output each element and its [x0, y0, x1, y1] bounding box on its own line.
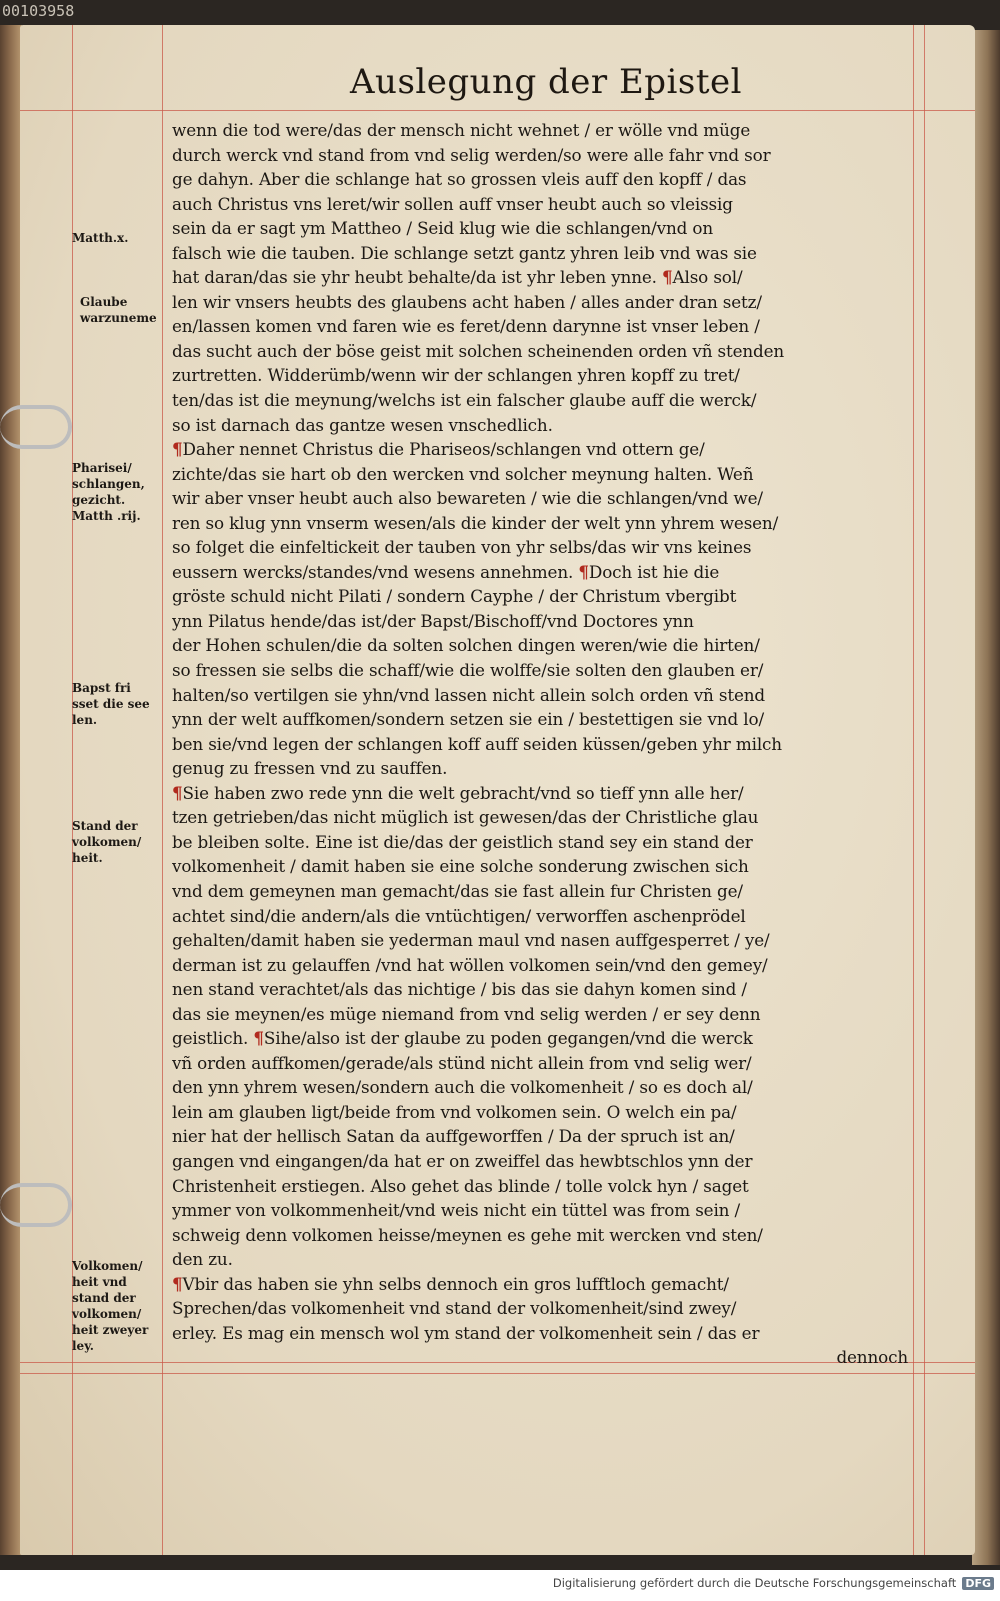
- text-line: halten/so vertilgen sie yhn/vnd lassen nicht allein solch orden vñ stend: [172, 684, 765, 705]
- text-line: Christenheit erstiegen. Also gehet das blinde / tolle volck hyn / saget: [172, 1175, 749, 1196]
- text-line: ynn Pilatus hende/das ist/der Bapst/Bischoff/vnd Doctores ynn: [172, 610, 694, 631]
- text-line: nen stand verachtet/als das nichtige / bis das sie dahyn komen sind /: [172, 979, 747, 1000]
- gloss-line: ley.: [72, 1339, 94, 1353]
- text-line: ben sie/vnd legen der schlangen koff auff seiden küssen/geben yhr milch: [172, 733, 782, 754]
- text-line: wir aber vnser heubt auch also bewareten / wie die schlangen/vnd we/: [172, 488, 763, 509]
- text-line: durch werck vnd stand from vnd selig werden/so were alle fahr vnd sor: [172, 144, 771, 165]
- text-line: genug zu fressen vnd zu sauffen.: [172, 758, 448, 779]
- gloss-line: warzuneme: [80, 311, 157, 325]
- text-line: gangen vnd eingangen/da hat er on zweiffel das hewbtschlos ynn der: [172, 1150, 753, 1171]
- gloss-line: gezicht.: [72, 493, 126, 507]
- gloss-line: Matth .rij.: [72, 509, 141, 523]
- text-line: nier hat der hellisch Satan da auffgeworffen / Da der spruch ist an/: [172, 1126, 735, 1147]
- text-line: eussern wercks/standes/vnd wesens annehmen. ¶Doch ist hie die: [172, 561, 720, 582]
- binder-ring-upper: [0, 405, 72, 449]
- outer-rule-right: [924, 25, 925, 1555]
- text-line: ¶Vbir das haben sie yhn selbs dennoch ein gros lufftloch gemacht/: [172, 1273, 729, 1294]
- gloss-line: Bapst fri: [72, 681, 131, 695]
- digitization-credit: [334, 1576, 994, 1590]
- text-line: derman ist zu gelauffen /vnd hat wöllen volkomen sein/vnd den gemey/: [172, 954, 768, 975]
- gloss-line: volkomen/: [72, 835, 142, 849]
- text-line: falsch wie die tauben. Die schlange setzt gantz yhren leib vnd was sie: [172, 242, 757, 263]
- text-line: zurtretten. Widderümb/wenn wir der schlangen yhren kopff zu tret/: [172, 365, 740, 386]
- text-line: vñ orden auffkomen/gerade/als stünd nicht allein from vnd selig wer/: [172, 1052, 752, 1073]
- text-line: den ynn yhrem wesen/sondern auch die volkomenheit / so es doch al/: [172, 1077, 753, 1098]
- text-line: so fressen sie selbs die schaff/wie die wolffe/sie solten den glauben er/: [172, 660, 764, 681]
- text-line: en/lassen komen vnd faren wie es feret/denn darynne ist vnser leben /: [172, 316, 760, 337]
- text-line: tzen getrieben/das nicht müglich ist gewesen/das der Christliche glau: [172, 807, 759, 828]
- page-title: Auslegung der Epistel: [350, 62, 743, 102]
- text-line: ge dahyn. Aber die schlange hat so grossen vleis auff den kopff / das: [172, 169, 747, 190]
- gloss-line: Pharisei/: [72, 461, 132, 475]
- text-line: achtet sind/die andern/als die vntüchtigen/ verworffen aschenprödel: [172, 905, 746, 926]
- gloss-line: Volkomen/: [72, 1259, 143, 1273]
- gloss-line: volkomen/: [72, 1307, 142, 1321]
- text-line: dennoch: [836, 1347, 908, 1368]
- paragraph-mark: ¶: [172, 1273, 183, 1294]
- text-line: lein am glauben ligt/beide from vnd volkomen sein. O welch ein pa/: [172, 1101, 737, 1122]
- text-line: zichte/das sie hart ob den wercken vnd solcher meynung halten. Weñ: [172, 463, 754, 484]
- text-line: be bleiben solte. Eine ist die/das der geistlich stand sey ein stand der: [172, 831, 753, 852]
- gloss-line: schlangen,: [72, 477, 145, 491]
- text-line: das sucht auch der böse geist mit solchen scheinenden orden vñ stenden: [172, 340, 785, 361]
- margin-gloss-stand: [72, 818, 168, 866]
- text-line: ynn der welt auffkomen/sondern setzen sie ein / bestettigen sie vnd lo/: [172, 709, 764, 730]
- text-line: gehalten/damit haben sie yederman maul vnd nasen auffgesperret / ye/: [172, 930, 770, 951]
- credit-text: Digitalisierung gefördert durch die Deutsche Forschungsgemeinschaft: [552, 1576, 957, 1590]
- text-line: hat daran/das sie yhr heubt behalte/da ist yhr leben ynne. ¶Also sol/: [172, 267, 743, 288]
- text-line: ren so klug ynn vnserm wesen/als die kinder der welt ynn yhrem wesen/: [172, 512, 779, 533]
- paragraph-mark: ¶: [253, 1028, 264, 1049]
- paragraph-mark: ¶: [172, 782, 183, 803]
- text-line: auch Christus vns leret/wir sollen auff vnser heubt auch so vleissig: [172, 193, 733, 214]
- text-line: erley. Es mag ein mensch wol ym stand der volkomenheit sein / das er: [172, 1322, 760, 1343]
- book-spine-edge: [0, 25, 22, 1555]
- dfg-logo: DFG: [962, 1577, 994, 1590]
- footer-rule-lower: [20, 1373, 975, 1374]
- gloss-line: heit zweyer: [72, 1323, 149, 1337]
- gloss-line: Stand der: [72, 819, 138, 833]
- gloss-line: sset die see: [72, 697, 150, 711]
- gloss-line: heit.: [72, 851, 103, 865]
- paragraph-mark: ¶: [578, 561, 589, 582]
- text-line: sein da er sagt ym Mattheo / Seid klug wie die schlangen/vnd on: [172, 218, 714, 239]
- text-line: ¶Sie haben zwo rede ynn die welt gebracht/vnd so tieff ynn alle her/: [172, 782, 744, 803]
- binder-ring-lower: [0, 1183, 72, 1227]
- margin-gloss-bapst: [72, 680, 168, 728]
- text-line: vnd dem gemeynen man gemacht/das sie fast allein fur Christen ge/: [172, 880, 743, 901]
- text-line: schweig denn volkomen heisse/meynen es gehe mit wercken vnd sten/: [172, 1224, 763, 1245]
- main-text-block: [172, 118, 914, 1368]
- text-line: ymmer von volkommenheit/vnd weis nicht ein tüttel was from sein /: [172, 1200, 741, 1221]
- text-line: wenn die tod were/das der mensch nicht wehnet / er wölle vnd müge: [172, 120, 751, 140]
- text-line: ¶Daher nennet Christus die Phariseos/schlangen vnd ottern ge/: [172, 439, 705, 460]
- text-line: so ist darnach das gantze wesen vnschedlich.: [172, 414, 553, 435]
- text-line: ten/das ist die meynung/welchs ist ein falscher glaube auff die werck/: [172, 390, 757, 411]
- gloss-line: Glaube: [80, 295, 128, 309]
- text-line: das sie meynen/es müge niemand from vnd selig werden / er sey denn: [172, 1003, 761, 1024]
- text-line: volkomenheit / damit haben sie eine solche sonderung zwischen sich: [172, 856, 749, 877]
- text-line: geistlich. ¶Sihe/also ist der glaube zu poden gegangen/vnd die werck: [172, 1028, 753, 1049]
- gloss-line: heit vnd: [72, 1275, 127, 1289]
- header-rule: [20, 110, 975, 111]
- text-line: len wir vnsers heubts des glaubens acht haben / alles ander dran setz/: [172, 291, 762, 312]
- margin-gloss-volkomenheit: [72, 1258, 168, 1354]
- text-line: gröste schuld nicht Pilati / sondern Cayphe / der Christum vbergibt: [172, 586, 737, 607]
- gloss-line: Matth.x.: [72, 231, 129, 245]
- scan-id-label: 00103958: [2, 2, 75, 20]
- text-line: Sprechen/das volkomenheit vnd stand der volkomenheit/sind zwey/: [172, 1298, 737, 1319]
- margin-gloss-matth-x: [72, 230, 168, 246]
- text-line: der Hohen schulen/die da solten solchen dingen weren/wie die hirten/: [172, 635, 760, 656]
- margin-gloss-glaube: [80, 294, 176, 326]
- gloss-line: len.: [72, 713, 98, 727]
- page-stack-edge: [972, 30, 1000, 1565]
- text-line: so folget die einfeltickeit der tauben von yhr selbs/das wir vns keines: [172, 537, 752, 558]
- paragraph-mark: ¶: [662, 267, 673, 288]
- margin-gloss-pharisei: [72, 460, 168, 524]
- paragraph-mark: ¶: [172, 439, 183, 460]
- gloss-line: stand der: [72, 1291, 136, 1305]
- text-line: den zu.: [172, 1249, 233, 1270]
